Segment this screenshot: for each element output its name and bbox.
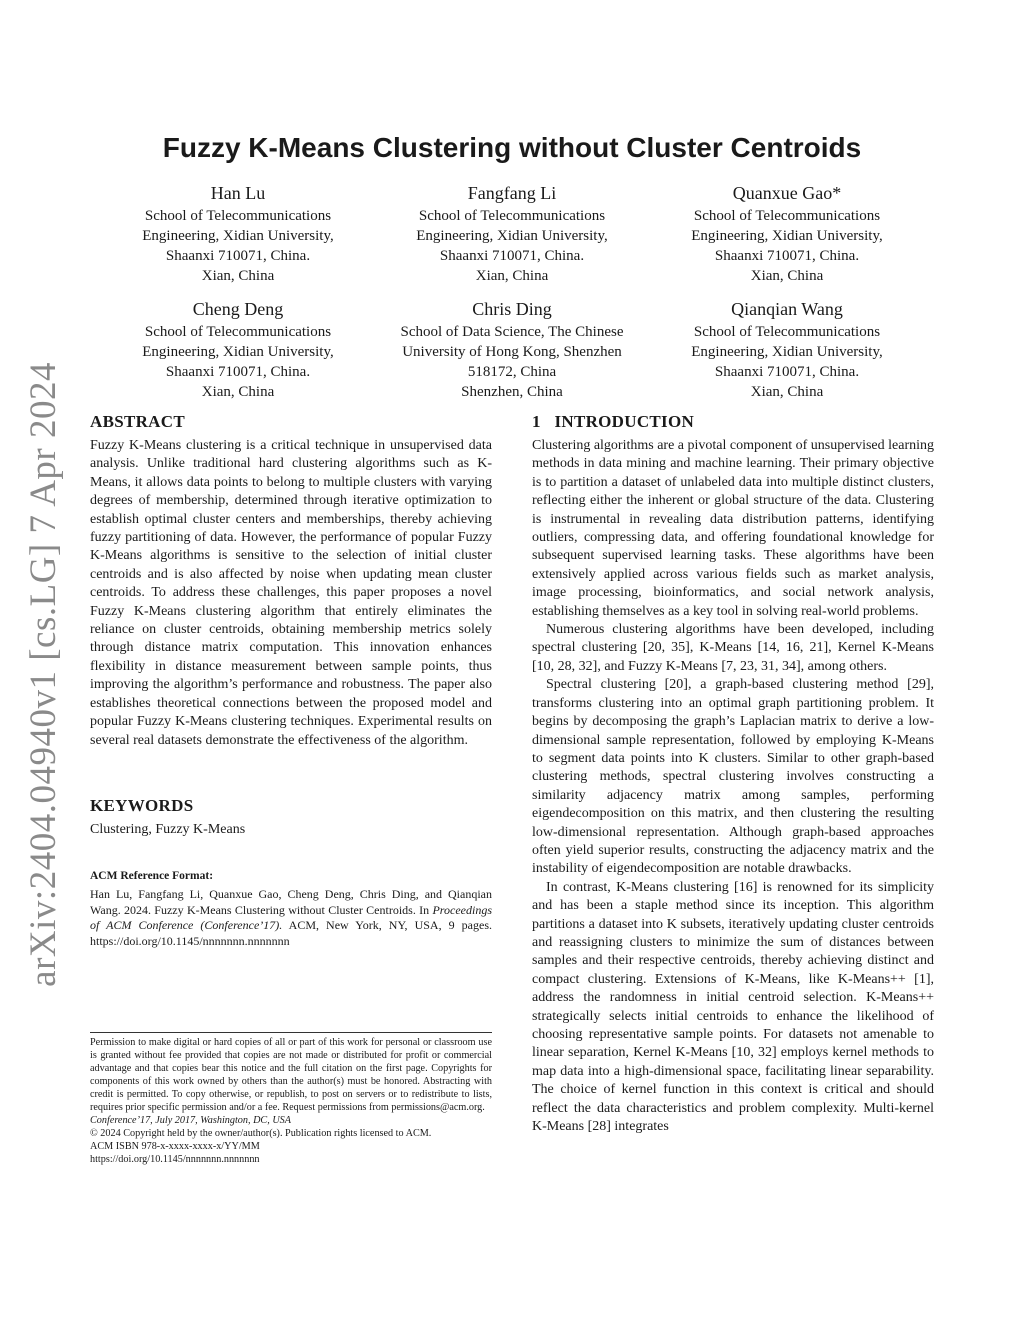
introduction-heading: 1 INTRODUCTION [532, 412, 695, 431]
affiliation-line: Xian, China [201, 384, 275, 400]
conference-line: Conference’17, July 2017, Washington, DC, USA [90, 1115, 291, 1126]
affiliation-line: Shaanxi 710071, China. [439, 248, 585, 264]
footnote-divider [90, 1032, 492, 1033]
affiliation-line: School of Telecommunications [144, 208, 332, 224]
author-block [377, 297, 647, 402]
arxiv-stamp: arXiv:2404.04940v1 [cs.LG] 7 Apr 2024 [23, 362, 64, 987]
intro-paragraph: Spectral clustering [20], a graph-based clustering method [29], transforms clustering into an optimal graph partitioning problem. It begins by decomposing the graph’s Laplacian matrix to derive a low-dimensional sample representation, followed by employing K-Means to segment data points into K clusters. Similar to other graph-based clustering methods, spectral clustering involves constructing a similarity adjacency matrix among samples, performing eigendecomposition on this matrix, and then clustering the resulting low-dimensional representation. Although graph-based approaches often yield superior results, constructing the adjacency matrix and the instability of eigendecomposition are notable drawbacks. [532, 677, 934, 877]
keywords-text [90, 821, 492, 839]
abstract-text [90, 437, 492, 750]
keywords-heading: KEYWORDS [90, 796, 194, 815]
author-name: Cheng Deng [192, 299, 284, 319]
author-name: Han Lu [210, 183, 266, 203]
copyright-line: © 2024 Copyright held by the owner/author(s). Publication rights licensed to ACM. [90, 1128, 432, 1139]
acm-reference-part: ACM, New York, NY, USA, 9 pages. https://doi.org/10.1145/nnnnnnn.nnnnnnn [90, 918, 492, 948]
affiliation-line: Engineering, Xidian University, [691, 344, 883, 360]
abstract-paragraph: Fuzzy K-Means clustering is a critical technique in unsupervised data analysis. Unlike traditional hard clustering algorithms such as K-Means, it allows data points to belong to multiple clusters with varying degrees of membership, determined through iterative optimization to establish optimal cluster centers and memberships, thereby achieving fuzzy partitioning of data. However, the performance of popular Fuzzy K-Means algorithms is sensitive to the selection of initial cluster centroids and is also affected by noise when updating mean cluster centroids. To address these challenges, this paper proposes a novel Fuzzy K-Means clustering algorithm that entirely eliminates the reliance on cluster centroids, obtaining membership metrics solely through distance matrix computation. This innovation enhances flexibility in distance measurement between sample points, thus improving the algorithm’s performance and robustness. The paper also establishes theoretical connections between the proposed model and popular Fuzzy K-Means clustering techniques. Experimental results on several real datasets demonstrate the effectiveness of the algorithm. [90, 438, 492, 748]
author-block [103, 181, 373, 286]
affiliation-line: Xian, China [201, 268, 275, 284]
affiliation-line: Engineering, Xidian University, [416, 228, 608, 244]
paper-title: Fuzzy K-Means Clustering without Cluster Centroids [162, 132, 862, 163]
affiliation-line: Xian, China [475, 268, 549, 284]
affiliation-line: University of Hong Kong, Shenzhen [402, 344, 622, 360]
affiliation-line: Shaanxi 710071, China. [714, 364, 860, 380]
affiliation-line: Shaanxi 710071, China. [165, 364, 311, 380]
affiliation-line: School of Telecommunications [144, 324, 332, 340]
affiliation-line: Shenzhen, China [461, 384, 563, 400]
acm-reference-text [90, 887, 492, 949]
affiliation-line: School of Telecommunications [693, 208, 881, 224]
affiliation-line: Shaanxi 710071, China. [165, 248, 311, 264]
author-name: Chris Ding [472, 299, 552, 319]
author-name: Fangfang Li [467, 183, 557, 203]
affiliation-line: Shaanxi 710071, China. [714, 248, 860, 264]
acm-reference-heading: ACM Reference Format: [90, 870, 214, 882]
introduction-text [532, 437, 934, 1136]
acm-reference-part: Han Lu, Fangfang Li, Quanxue Gao, Cheng Deng, Chris Ding, and Qianqian Wang. 2024. Fuzzy K-Means Clustering without Cluster Centroids. In [90, 887, 492, 917]
author-block [377, 181, 647, 286]
abstract-heading: ABSTRACT [90, 412, 185, 431]
author-block [652, 297, 922, 402]
affiliation-line: 518172, China [467, 364, 557, 380]
affiliation-line: Engineering, Xidian University, [691, 228, 883, 244]
affiliation-line: Engineering, Xidian University, [142, 228, 334, 244]
intro-paragraph: In contrast, K-Means clustering [16] is renowned for its simplicity and has been a staple method since its inception. This algorithm partitions a dataset into K subsets, iteratively updating cluster centroids and reassigning clusters to minimize the sum of distances between samples and their respective centroids, thereby achieving distinct and compact clustering. Extensions of K-Means, like K-Means++ [1], address the randomness in initial centroid selection. K-Means++ strategically selects initial centroids to enhance the likelihood of choosing representative sample points. For datasets not amenable to linear separation, Kernel K-Means [10, 32] employs kernel methods to map data into a high-dimensional space, facilitating linear separability. The choice of kernel function in this context is critical and should reflect the data characteristics and problem complexity. Multi-kernel K-Means [28] integrates [532, 879, 934, 1135]
isbn-line: ACM ISBN 978-x-xxxx-xxxx-x/YY/MM [90, 1141, 260, 1152]
author-name: Qianqian Wang [731, 299, 843, 319]
copyright-footnote [90, 1036, 492, 1166]
permission-notice: Permission to make digital or hard copies of all or part of this work for personal or classroom use is granted without fee provided that copies are not made or distributed for profit or commercial advantage and that copies bear this notice and the full citation on the first page. Copyrights for components of this work owned by others than the author(s) must be honored. Abstracting with credit is permitted. To copy otherwise, or republish, to post on servers or to redistribute to lists, requires prior specific permission and/or a fee. Request permissions from permissions@acm.org. [90, 1037, 492, 1113]
affiliation-line: School of Telecommunications [693, 324, 881, 340]
doi-line: https://doi.org/10.1145/nnnnnnn.nnnnnnn [90, 1154, 260, 1165]
affiliation-line: School of Telecommunications [418, 208, 606, 224]
acm-reference-venue: Proceedings of ACM Conference (Conference’17). [90, 902, 492, 933]
intro-paragraph: Numerous clustering algorithms have been developed, including spectral clustering [20, 35], K-Means [14, 16, 21], Kernel K-Means [10, 28, 32], and Fuzzy K-Means [7, 23, 31, 34], among others. [532, 622, 934, 674]
affiliation-line: Xian, China [750, 384, 824, 400]
affiliation-line: Xian, China [750, 268, 824, 284]
author-block [103, 297, 373, 402]
author-name: Quanxue Gao* [732, 183, 842, 203]
affiliation-line: Engineering, Xidian University, [142, 344, 334, 360]
author-block [652, 181, 922, 286]
intro-paragraph: Clustering algorithms are a pivotal component of unsupervised learning methods in data mining and machine learning. Their primary objective is to partition a dataset of unlabeled data into multiple distinct clusters, reflecting either the inherent or global structure of the data. Clustering is instrumental in revealing data distribution patterns, identifying outliers, compressing data, and offering foundational knowledge for subsequent supervised learning tasks. These algorithms have been extensively applied across various fields such as market analysis, image processing, bioinformatics, and social network analysis, establishing themselves as a key tool in solving real-world problems. [532, 438, 935, 619]
affiliation-line: School of Data Science, The Chinese [400, 324, 624, 340]
keywords-list: Clustering, Fuzzy K-Means [90, 822, 246, 837]
